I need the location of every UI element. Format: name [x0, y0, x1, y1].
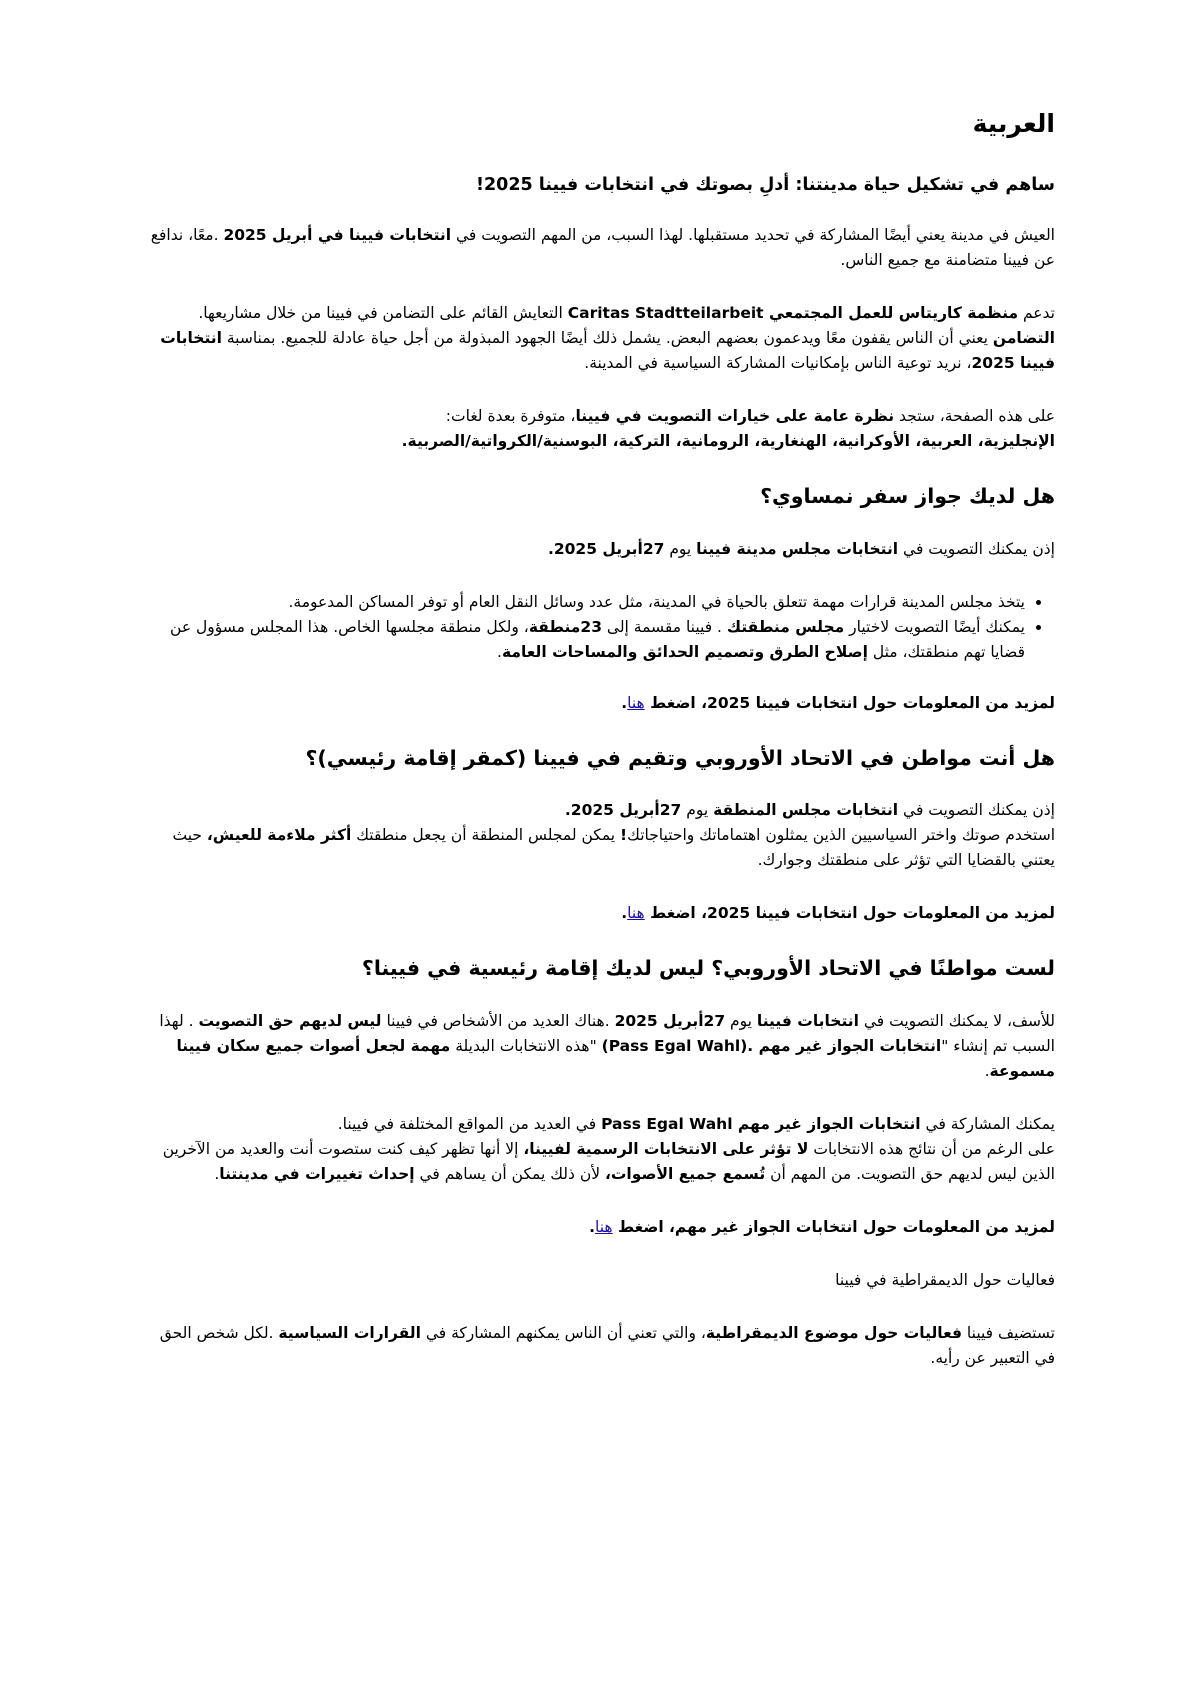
bold-text: 27أبريل 2025 [614, 1012, 726, 1031]
text: حيث يعتني بالقضايا التي تؤثر على منطقتك وجوارك. [172, 826, 1055, 870]
bold-text: انتخابات الجواز غير مهم Pass Egal Wahl [601, 1115, 921, 1134]
text: يمكنك أيضًا التصويت لاختيار [844, 617, 1025, 636]
text: ، والتي تعني أن الناس يمكنهم المشاركة في [420, 1324, 706, 1343]
bold-text: ليس لديهم حق التصويت [198, 1012, 382, 1031]
section-heading-eu-citizen: هل أنت مواطن في الاتحاد الأوروبي وتقيم في فيينا (كمقر إقامة رئيسي)؟ [305, 745, 1055, 770]
bold-text: فعاليات حول موضوع الديمقراطية [705, 1324, 962, 1343]
more-info-text: لمزيد من المعلومات حول انتخابات فيينا 2025، اضغط [644, 904, 1055, 923]
languages-paragraph [148, 404, 1055, 454]
bold-text: انتخابات الجواز غير مهم .(Pass Egal Wahl) [601, 1037, 942, 1056]
text: ، نريد توعية الناس بإمكانيات المشاركة السياسية في المدينة. [584, 354, 972, 372]
intro-paragraph [148, 223, 1055, 273]
text: التعايش القائم على التضامن في فيينا من خلال مشاريعها. [198, 304, 568, 322]
text: . [621, 693, 628, 712]
text: . فيينا مقسمة إلى [601, 617, 727, 636]
bold-text: انتخابات فيينا [756, 1012, 859, 1031]
text: يمكن لمجلس المنطقة أن يجعل منطقتك [351, 826, 621, 845]
bold-text: أكثر ملاءمة للعيش، [206, 826, 352, 845]
bold-text: التضامن [992, 329, 1055, 347]
text: . [497, 642, 502, 661]
text: يوم [725, 1012, 757, 1031]
bold-text: انتخابات مجلس المنطقة [713, 801, 899, 820]
bold-text: لا تؤثر على الانتخابات الرسمية لفيينا، [523, 1140, 809, 1159]
section-heading-democracy-events: فعاليات حول الديمقراطية في فيينا [835, 1271, 1055, 1290]
more-info-text: لمزيد من المعلومات حول انتخابات الجواز غير مهم، اضغط [612, 1218, 1055, 1237]
text: .معًا، ندافع عن فيينا متضامنة مع جميع الناس. [150, 226, 1055, 269]
text: . [589, 1218, 596, 1237]
text: . [984, 1062, 990, 1081]
more-info-link[interactable]: هنا [595, 1218, 613, 1237]
text: .لكل شخص الحق في التعبير عن رأيه. [159, 1324, 1055, 1368]
bold-text: انتخابات فيينا 2025 [160, 329, 1055, 372]
bold-text: إحداث تغييرات في مدينتنا [219, 1165, 415, 1184]
section3-paragraph-2 [148, 1112, 1055, 1187]
text: يوم [681, 801, 714, 820]
bold-text: انتخابات فيينا في أبريل 2025 [223, 226, 452, 244]
section-heading-non-eu: لست مواطنًا في الاتحاد الأوروبي؟ ليس لديك إقامة رئيسية في فيينا؟ [361, 956, 1055, 981]
text: يمكنك المشاركة في [920, 1115, 1055, 1134]
text: العيش في مدينة يعني أيضًا المشاركة في تحديد مستقبلها. لهذا السبب، من المهم التصويت في [451, 226, 1055, 244]
bold-text: ! [620, 826, 628, 845]
text: على هذه الصفحة، ستجد [894, 407, 1055, 425]
bold-text: 23منطقة [528, 617, 602, 636]
bold-text: نظرة عامة على خيارات التصويت في فيينا [575, 407, 895, 425]
text: يعني أن الناس يقفون معًا ويدعمون بعضهم البعض. يشمل ذلك أيضًا الجهود المبذولة من أجل حياة عادلة للجميع. بمناسبة [221, 329, 993, 347]
section-heading-austrian-passport: هل لديك جواز سفر نمساوي؟ [760, 484, 1055, 508]
list-item: • يتخذ مجلس المدينة قرارات مهمة تتعلق بالحياة في المدينة، مثل عدد وسائل النقل العام أو توفر المساكن المدعومة. [148, 590, 1025, 615]
text: يوم [664, 539, 697, 558]
text: تستضيف فيينا [962, 1324, 1055, 1343]
section1-paragraph [148, 537, 1055, 562]
text: ، متوفرة بعدة لغات: [445, 407, 576, 425]
more-info-line [148, 1215, 1055, 1240]
section3-paragraph [148, 1009, 1055, 1084]
text: استخدم صوتك واختر السياسيين الذين يمثلون اهتماماتك واحتياجاتك [627, 826, 1055, 845]
bold-text: 27أبريل 2025. [564, 801, 682, 820]
text: . [621, 904, 628, 923]
bold-text: تُسمع جميع الأصوات، [604, 1165, 766, 1184]
more-info-line [148, 691, 1055, 716]
bold-text: مهمة لجعل أصوات جميع سكان فيينا مسموعة [176, 1037, 1055, 1081]
more-info-link[interactable]: هنا [627, 693, 645, 712]
bold-text: مجلس منطقتك [726, 617, 845, 636]
caritas-paragraph [148, 301, 1055, 376]
page-title: العربية [972, 109, 1055, 138]
more-info-line [148, 901, 1055, 926]
bold-text: 27أبريل 2025. [547, 539, 665, 558]
text: للأسف، لا يمكنك التصويت في [858, 1012, 1055, 1031]
more-info-text: لمزيد من المعلومات حول انتخابات فيينا 2025، اضغط [644, 693, 1055, 712]
section4-paragraph [148, 1321, 1055, 1371]
bold-text: منظمة كاريتاس للعمل المجتمعي Caritas Stadtteilarbeit [567, 304, 1019, 322]
text: على الرغم من أن نتائج هذه الانتخابات [808, 1140, 1055, 1159]
text: ، ولكل منطقة مجلسها الخاص. هذا المجلس مسؤول عن قضايا تهم منطقتك، مثل [170, 617, 1025, 661]
bold-text: انتخابات مجلس مدينة فيينا [696, 539, 899, 558]
text: . [214, 1165, 220, 1184]
text: إذن يمكنك التصويت في [898, 801, 1055, 820]
section1-list [148, 590, 1055, 665]
text: إلا أنها تظهر كيف كنت ستصوت أنت والعديد من الآخرين الذين ليس لديهم حق التصويت. من المهم أن [162, 1140, 1055, 1184]
text: .هناك العديد من الأشخاص في فيينا [381, 1012, 615, 1031]
text: في العديد من المواقع المختلفة في فيينا. [337, 1115, 602, 1134]
text: . لهذا السبب تم إنشاء " [159, 1012, 1055, 1056]
text: "هذه الانتخابات البديلة [450, 1037, 602, 1056]
text: تدعم [1018, 304, 1055, 322]
page-subtitle: ساهم في تشكيل حياة مدينتنا: أدلِ بصوتك في انتخابات فيينا 2025! [476, 174, 1055, 195]
bold-text: إصلاح الطرق وتصميم الحدائق والمساحات العامة [501, 642, 868, 661]
text: لأن ذلك يمكن أن يساهم في [414, 1165, 605, 1184]
more-info-link[interactable]: هنا [627, 904, 645, 923]
bold-text: القرارات السياسية [278, 1324, 421, 1343]
section2-paragraph [148, 798, 1055, 873]
text: إذن يمكنك التصويت في [898, 539, 1055, 558]
languages-list: الإنجليزية، العربية، الأوكرانية، الهنغارية، الرومانية، التركية، البوسنية/الكرواتية/الصربية. [401, 432, 1055, 450]
list-item [148, 615, 1025, 665]
